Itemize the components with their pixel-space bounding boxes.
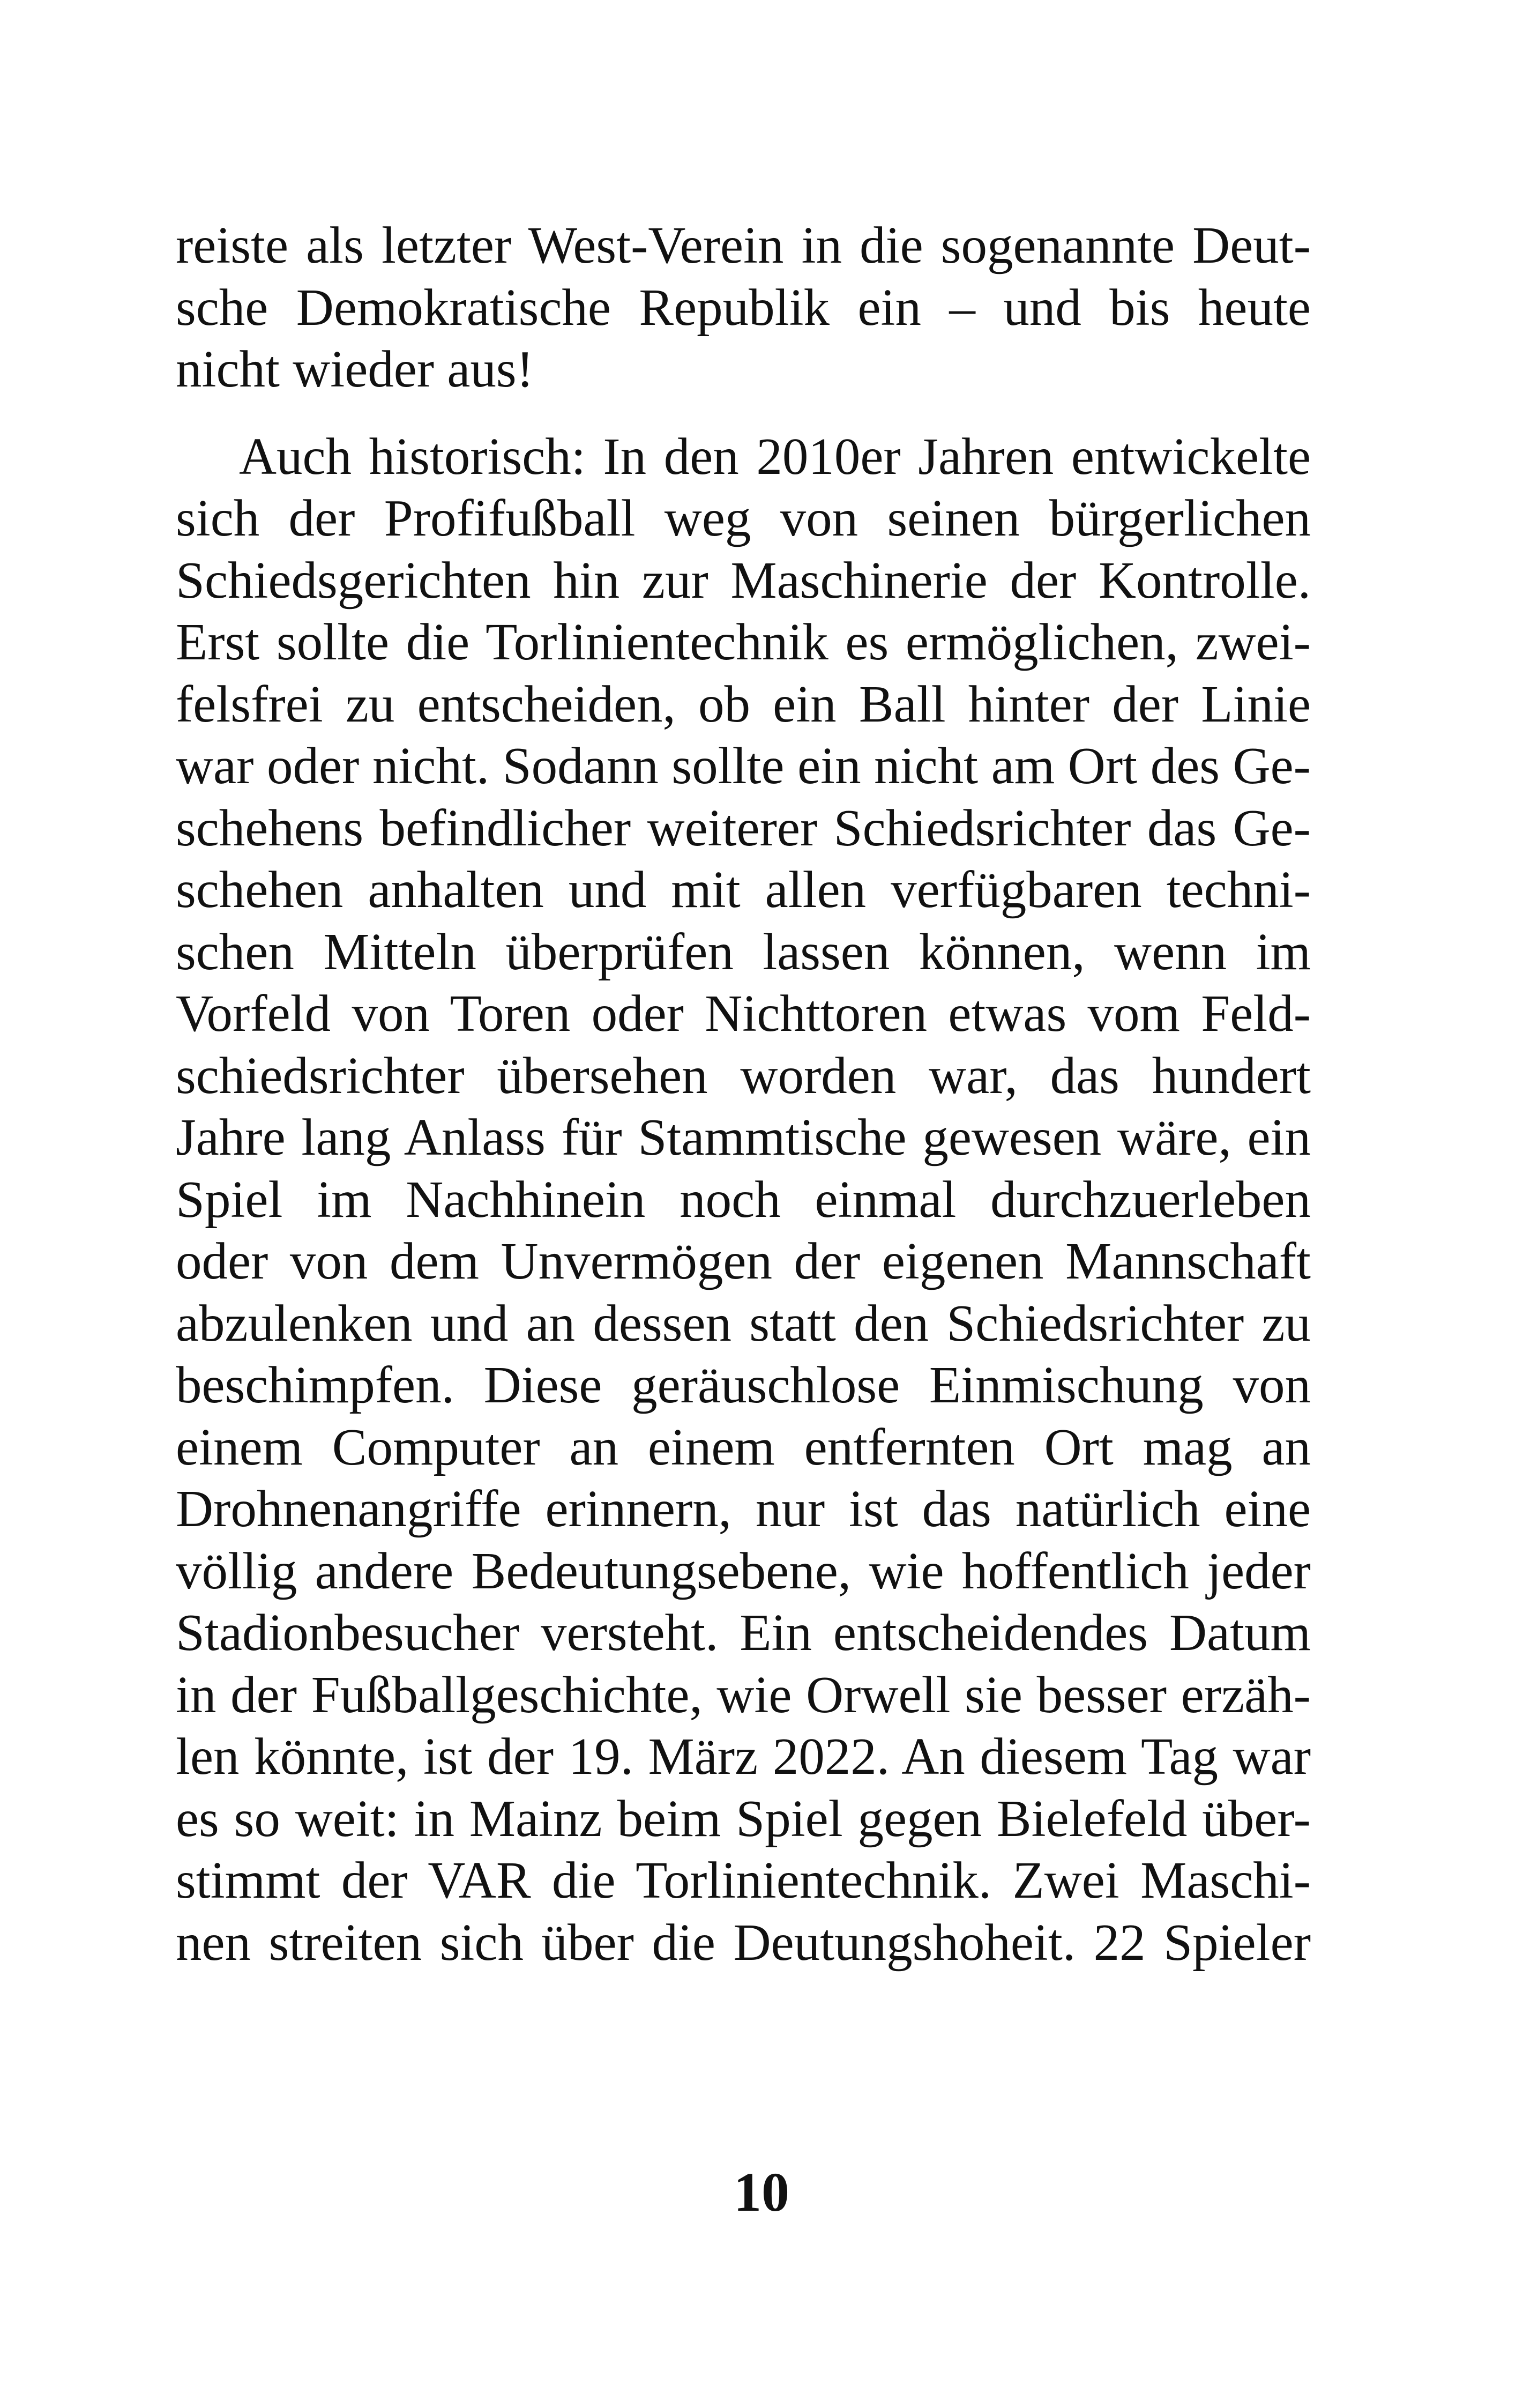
text-line: nicht wieder aus! [176, 340, 534, 398]
text-line: Vorfeld von Toren oder Nichttoren etwas vom Feld- [176, 985, 1311, 1042]
text-line: war oder nicht. Sodann sollte ein nicht am Ort des Ge- [176, 737, 1311, 794]
text-line: in der Fußballgeschichte, wie Orwell sie besser erzäh- [176, 1666, 1311, 1723]
paragraph-spacer [176, 400, 1311, 426]
body-text [176, 214, 1311, 1973]
text-line: schen Mitteln überprüfen lassen können, wenn im [176, 923, 1311, 980]
text-line: Drohnenangriffe erinnern, nur ist das natürlich eine [176, 1480, 1311, 1537]
text-line: nen streiten sich über die Deutungshoheit. 22 Spieler [176, 1913, 1311, 1971]
text-line: schehens befindlicher weiterer Schiedsrichter das Ge- [176, 799, 1311, 857]
text-line: Stadionbesucher versteht. Ein entscheidendes Datum [176, 1604, 1311, 1661]
text-line: Auch historisch: In den 2010er Jahren entwickelte [239, 427, 1311, 485]
text-line: Jahre lang Anlass für Stammtische gewesen wäre, ein [176, 1109, 1311, 1166]
text-line: schiedsrichter übersehen worden war, das hundert [176, 1046, 1311, 1104]
text-line: völlig andere Bedeutungsebene, wie hoffentlich jeder [176, 1542, 1311, 1600]
text-line: schehen anhalten und mit allen verfügbaren techni- [176, 861, 1311, 918]
text-line: Erst sollte die Torlinientechnik es ermöglichen, zwei- [176, 613, 1311, 671]
page-number: 10 [734, 2161, 789, 2223]
text-line: es so weit: in Mainz beim Spiel gegen Bielefeld über- [176, 1789, 1311, 1847]
text-line: sche Demokratische Republik ein – und bis heute [176, 278, 1311, 336]
text-line: Spiel im Nachhinein noch einmal durchzuerleben [176, 1170, 1311, 1228]
text-line: Schiedsgerichten hin zur Maschinerie der Kontrolle. [176, 551, 1311, 609]
text-line: felsfrei zu entscheiden, ob ein Ball hinter der Linie [176, 675, 1311, 733]
text-line: sich der Profifußball weg von seinen bürgerlichen [176, 489, 1311, 547]
text-line: oder von dem Unvermögen der eigenen Mannschaft [176, 1232, 1311, 1290]
text-line: len könnte, ist der 19. März 2022. An diesem Tag war [176, 1728, 1311, 1785]
paragraph-2 [176, 426, 1311, 1974]
text-line: beschimpfen. Diese geräuschlose Einmischung von [176, 1356, 1311, 1414]
text-line: einem Computer an einem entfernten Ort mag an [176, 1418, 1311, 1476]
text-line: abzulenken und an dessen statt den Schiedsrichter zu [176, 1294, 1311, 1352]
text-line: reiste als letzter West-Verein in die sogenannte Deut- [176, 217, 1311, 274]
text-line: stimmt der VAR die Torlinientechnik. Zwei Maschi- [176, 1852, 1311, 1909]
paragraph-1 [176, 214, 1311, 400]
